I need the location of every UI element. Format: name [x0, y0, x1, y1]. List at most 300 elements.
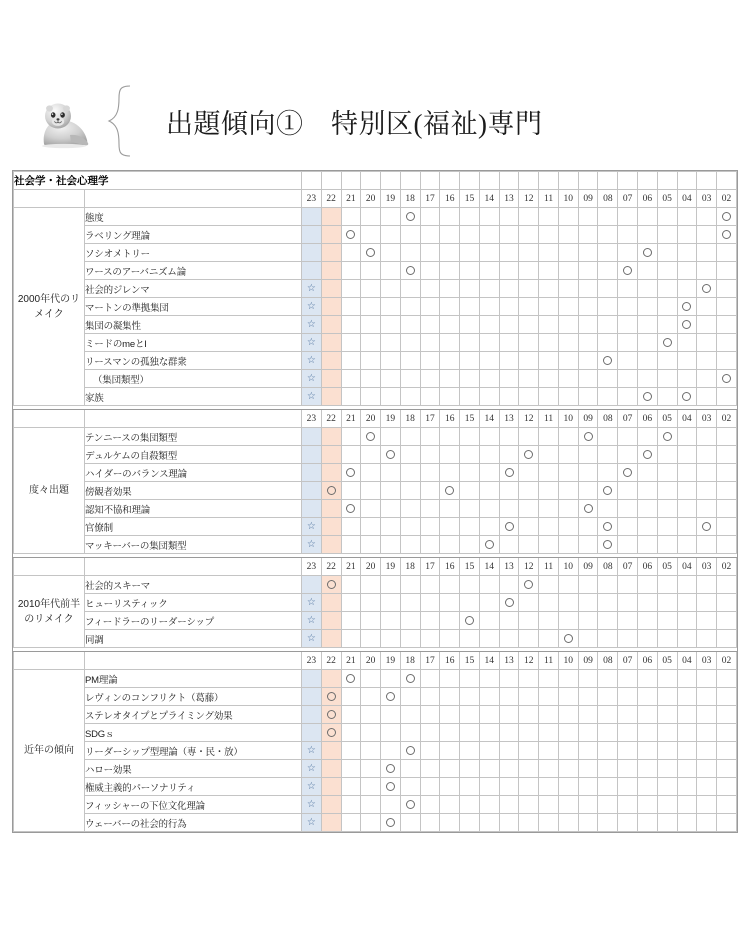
mark-cell-22[interactable]: [321, 464, 341, 482]
mark-cell-04[interactable]: [677, 796, 697, 814]
mark-cell-04[interactable]: [677, 688, 697, 706]
mark-cell-05[interactable]: [657, 370, 677, 388]
mark-cell-21[interactable]: [341, 612, 361, 630]
mark-cell-19[interactable]: [381, 370, 401, 388]
mark-cell-13[interactable]: [499, 208, 519, 226]
mark-cell-06[interactable]: [637, 316, 657, 334]
mark-cell-09[interactable]: [578, 428, 598, 446]
mark-cell-23[interactable]: [301, 706, 321, 724]
mark-cell-17[interactable]: [420, 370, 440, 388]
mark-cell-17[interactable]: [420, 518, 440, 536]
mark-cell-18[interactable]: [400, 778, 420, 796]
mark-cell-21[interactable]: [341, 814, 361, 832]
mark-cell-18[interactable]: [400, 576, 420, 594]
mark-cell-15[interactable]: [460, 724, 480, 742]
mark-cell-17[interactable]: [420, 778, 440, 796]
mark-cell-23[interactable]: [301, 316, 321, 334]
mark-cell-17[interactable]: [420, 428, 440, 446]
mark-cell-13[interactable]: [499, 724, 519, 742]
mark-cell-14[interactable]: [479, 724, 499, 742]
mark-cell-05[interactable]: [657, 388, 677, 406]
mark-cell-20[interactable]: [361, 298, 381, 316]
mark-cell-10[interactable]: [558, 482, 578, 500]
mark-cell-10[interactable]: [558, 298, 578, 316]
mark-cell-23[interactable]: [301, 688, 321, 706]
mark-cell-14[interactable]: [479, 778, 499, 796]
mark-cell-21[interactable]: [341, 464, 361, 482]
mark-cell-04[interactable]: [677, 464, 697, 482]
mark-cell-22[interactable]: [321, 796, 341, 814]
mark-cell-16[interactable]: [440, 670, 460, 688]
mark-cell-03[interactable]: [697, 688, 717, 706]
mark-cell-21[interactable]: [341, 208, 361, 226]
mark-cell-18[interactable]: [400, 262, 420, 280]
mark-cell-09[interactable]: [578, 464, 598, 482]
mark-cell-08[interactable]: [598, 352, 618, 370]
mark-cell-04[interactable]: [677, 262, 697, 280]
mark-cell-20[interactable]: [361, 778, 381, 796]
mark-cell-15[interactable]: [460, 612, 480, 630]
mark-cell-14[interactable]: [479, 760, 499, 778]
mark-cell-22[interactable]: [321, 594, 341, 612]
mark-cell-15[interactable]: [460, 670, 480, 688]
mark-cell-16[interactable]: [440, 630, 460, 648]
mark-cell-23[interactable]: [301, 334, 321, 352]
mark-cell-08[interactable]: [598, 464, 618, 482]
mark-cell-22[interactable]: [321, 316, 341, 334]
mark-cell-19[interactable]: [381, 576, 401, 594]
mark-cell-04[interactable]: [677, 428, 697, 446]
mark-cell-12[interactable]: [519, 428, 539, 446]
mark-cell-10[interactable]: [558, 778, 578, 796]
mark-cell-08[interactable]: [598, 500, 618, 518]
mark-cell-13[interactable]: [499, 706, 519, 724]
mark-cell-05[interactable]: [657, 352, 677, 370]
mark-cell-16[interactable]: [440, 464, 460, 482]
mark-cell-19[interactable]: [381, 760, 401, 778]
mark-cell-21[interactable]: [341, 428, 361, 446]
mark-cell-19[interactable]: [381, 388, 401, 406]
mark-cell-04[interactable]: [677, 208, 697, 226]
mark-cell-18[interactable]: [400, 316, 420, 334]
mark-cell-14[interactable]: [479, 226, 499, 244]
mark-cell-09[interactable]: [578, 796, 598, 814]
mark-cell-22[interactable]: [321, 334, 341, 352]
mark-cell-07[interactable]: [618, 208, 638, 226]
mark-cell-08[interactable]: [598, 446, 618, 464]
mark-cell-03[interactable]: [697, 760, 717, 778]
mark-cell-23[interactable]: [301, 742, 321, 760]
mark-cell-16[interactable]: [440, 316, 460, 334]
mark-cell-05[interactable]: [657, 778, 677, 796]
mark-cell-03[interactable]: [697, 670, 717, 688]
mark-cell-07[interactable]: [618, 298, 638, 316]
mark-cell-12[interactable]: [519, 630, 539, 648]
mark-cell-04[interactable]: [677, 244, 697, 262]
mark-cell-06[interactable]: [637, 446, 657, 464]
mark-cell-06[interactable]: [637, 280, 657, 298]
mark-cell-13[interactable]: [499, 262, 519, 280]
mark-cell-09[interactable]: [578, 500, 598, 518]
mark-cell-05[interactable]: [657, 796, 677, 814]
mark-cell-03[interactable]: [697, 500, 717, 518]
mark-cell-13[interactable]: [499, 244, 519, 262]
mark-cell-08[interactable]: [598, 706, 618, 724]
mark-cell-07[interactable]: [618, 536, 638, 554]
mark-cell-19[interactable]: [381, 334, 401, 352]
mark-cell-03[interactable]: [697, 298, 717, 316]
mark-cell-10[interactable]: [558, 352, 578, 370]
mark-cell-04[interactable]: [677, 612, 697, 630]
mark-cell-02[interactable]: [717, 724, 737, 742]
mark-cell-17[interactable]: [420, 446, 440, 464]
mark-cell-05[interactable]: [657, 518, 677, 536]
mark-cell-05[interactable]: [657, 630, 677, 648]
mark-cell-15[interactable]: [460, 446, 480, 464]
mark-cell-18[interactable]: [400, 352, 420, 370]
mark-cell-06[interactable]: [637, 244, 657, 262]
mark-cell-21[interactable]: [341, 536, 361, 554]
mark-cell-08[interactable]: [598, 388, 618, 406]
mark-cell-11[interactable]: [539, 262, 559, 280]
mark-cell-19[interactable]: [381, 594, 401, 612]
mark-cell-16[interactable]: [440, 518, 460, 536]
mark-cell-23[interactable]: [301, 778, 321, 796]
mark-cell-04[interactable]: [677, 334, 697, 352]
mark-cell-06[interactable]: [637, 352, 657, 370]
mark-cell-03[interactable]: [697, 796, 717, 814]
mark-cell-03[interactable]: [697, 334, 717, 352]
mark-cell-08[interactable]: [598, 428, 618, 446]
mark-cell-08[interactable]: [598, 536, 618, 554]
mark-cell-14[interactable]: [479, 630, 499, 648]
mark-cell-10[interactable]: [558, 576, 578, 594]
mark-cell-14[interactable]: [479, 576, 499, 594]
mark-cell-13[interactable]: [499, 688, 519, 706]
mark-cell-05[interactable]: [657, 316, 677, 334]
mark-cell-03[interactable]: [697, 208, 717, 226]
mark-cell-11[interactable]: [539, 208, 559, 226]
mark-cell-19[interactable]: [381, 536, 401, 554]
mark-cell-21[interactable]: [341, 760, 361, 778]
mark-cell-22[interactable]: [321, 688, 341, 706]
mark-cell-17[interactable]: [420, 226, 440, 244]
mark-cell-13[interactable]: [499, 482, 519, 500]
mark-cell-06[interactable]: [637, 706, 657, 724]
mark-cell-19[interactable]: [381, 316, 401, 334]
mark-cell-04[interactable]: [677, 594, 697, 612]
mark-cell-09[interactable]: [578, 778, 598, 796]
mark-cell-10[interactable]: [558, 706, 578, 724]
mark-cell-20[interactable]: [361, 208, 381, 226]
mark-cell-07[interactable]: [618, 778, 638, 796]
mark-cell-07[interactable]: [618, 352, 638, 370]
mark-cell-16[interactable]: [440, 500, 460, 518]
mark-cell-19[interactable]: [381, 796, 401, 814]
mark-cell-04[interactable]: [677, 814, 697, 832]
mark-cell-12[interactable]: [519, 814, 539, 832]
mark-cell-15[interactable]: [460, 500, 480, 518]
mark-cell-06[interactable]: [637, 226, 657, 244]
mark-cell-20[interactable]: [361, 428, 381, 446]
mark-cell-21[interactable]: [341, 334, 361, 352]
mark-cell-08[interactable]: [598, 262, 618, 280]
mark-cell-20[interactable]: [361, 464, 381, 482]
mark-cell-12[interactable]: [519, 742, 539, 760]
mark-cell-07[interactable]: [618, 814, 638, 832]
mark-cell-21[interactable]: [341, 388, 361, 406]
mark-cell-09[interactable]: [578, 594, 598, 612]
mark-cell-05[interactable]: [657, 706, 677, 724]
mark-cell-14[interactable]: [479, 370, 499, 388]
mark-cell-18[interactable]: [400, 688, 420, 706]
mark-cell-03[interactable]: [697, 612, 717, 630]
mark-cell-21[interactable]: [341, 244, 361, 262]
mark-cell-22[interactable]: [321, 778, 341, 796]
mark-cell-12[interactable]: [519, 760, 539, 778]
mark-cell-07[interactable]: [618, 464, 638, 482]
mark-cell-16[interactable]: [440, 226, 460, 244]
mark-cell-19[interactable]: [381, 464, 401, 482]
mark-cell-19[interactable]: [381, 298, 401, 316]
mark-cell-23[interactable]: [301, 208, 321, 226]
mark-cell-19[interactable]: [381, 208, 401, 226]
mark-cell-15[interactable]: [460, 688, 480, 706]
mark-cell-17[interactable]: [420, 630, 440, 648]
mark-cell-22[interactable]: [321, 262, 341, 280]
mark-cell-23[interactable]: [301, 576, 321, 594]
mark-cell-03[interactable]: [697, 630, 717, 648]
mark-cell-21[interactable]: [341, 594, 361, 612]
mark-cell-16[interactable]: [440, 724, 460, 742]
mark-cell-02[interactable]: [717, 280, 737, 298]
mark-cell-15[interactable]: [460, 334, 480, 352]
mark-cell-17[interactable]: [420, 594, 440, 612]
mark-cell-04[interactable]: [677, 446, 697, 464]
mark-cell-05[interactable]: [657, 482, 677, 500]
mark-cell-13[interactable]: [499, 612, 519, 630]
mark-cell-08[interactable]: [598, 482, 618, 500]
mark-cell-14[interactable]: [479, 482, 499, 500]
mark-cell-11[interactable]: [539, 298, 559, 316]
mark-cell-16[interactable]: [440, 334, 460, 352]
mark-cell-17[interactable]: [420, 814, 440, 832]
mark-cell-14[interactable]: [479, 688, 499, 706]
mark-cell-20[interactable]: [361, 630, 381, 648]
mark-cell-10[interactable]: [558, 760, 578, 778]
mark-cell-23[interactable]: [301, 262, 321, 280]
mark-cell-22[interactable]: [321, 298, 341, 316]
mark-cell-06[interactable]: [637, 370, 657, 388]
mark-cell-08[interactable]: [598, 742, 618, 760]
mark-cell-15[interactable]: [460, 594, 480, 612]
mark-cell-22[interactable]: [321, 482, 341, 500]
mark-cell-05[interactable]: [657, 244, 677, 262]
mark-cell-23[interactable]: [301, 630, 321, 648]
mark-cell-11[interactable]: [539, 612, 559, 630]
mark-cell-02[interactable]: [717, 760, 737, 778]
mark-cell-02[interactable]: [717, 370, 737, 388]
mark-cell-10[interactable]: [558, 630, 578, 648]
mark-cell-14[interactable]: [479, 280, 499, 298]
mark-cell-17[interactable]: [420, 280, 440, 298]
mark-cell-18[interactable]: [400, 814, 420, 832]
mark-cell-14[interactable]: [479, 262, 499, 280]
mark-cell-06[interactable]: [637, 594, 657, 612]
mark-cell-18[interactable]: [400, 724, 420, 742]
mark-cell-04[interactable]: [677, 630, 697, 648]
mark-cell-21[interactable]: [341, 226, 361, 244]
mark-cell-03[interactable]: [697, 244, 717, 262]
mark-cell-09[interactable]: [578, 316, 598, 334]
mark-cell-08[interactable]: [598, 724, 618, 742]
mark-cell-12[interactable]: [519, 500, 539, 518]
mark-cell-23[interactable]: [301, 796, 321, 814]
mark-cell-06[interactable]: [637, 388, 657, 406]
mark-cell-23[interactable]: [301, 482, 321, 500]
mark-cell-09[interactable]: [578, 742, 598, 760]
mark-cell-16[interactable]: [440, 244, 460, 262]
mark-cell-20[interactable]: [361, 724, 381, 742]
mark-cell-14[interactable]: [479, 388, 499, 406]
mark-cell-20[interactable]: [361, 594, 381, 612]
mark-cell-19[interactable]: [381, 706, 401, 724]
mark-cell-14[interactable]: [479, 706, 499, 724]
mark-cell-12[interactable]: [519, 706, 539, 724]
mark-cell-22[interactable]: [321, 536, 341, 554]
mark-cell-08[interactable]: [598, 576, 618, 594]
mark-cell-16[interactable]: [440, 208, 460, 226]
mark-cell-08[interactable]: [598, 688, 618, 706]
mark-cell-06[interactable]: [637, 612, 657, 630]
mark-cell-11[interactable]: [539, 778, 559, 796]
mark-cell-05[interactable]: [657, 500, 677, 518]
mark-cell-02[interactable]: [717, 594, 737, 612]
mark-cell-08[interactable]: [598, 226, 618, 244]
mark-cell-07[interactable]: [618, 244, 638, 262]
mark-cell-23[interactable]: [301, 370, 321, 388]
mark-cell-15[interactable]: [460, 778, 480, 796]
mark-cell-07[interactable]: [618, 760, 638, 778]
mark-cell-15[interactable]: [460, 464, 480, 482]
mark-cell-06[interactable]: [637, 778, 657, 796]
mark-cell-18[interactable]: [400, 226, 420, 244]
mark-cell-16[interactable]: [440, 612, 460, 630]
mark-cell-12[interactable]: [519, 612, 539, 630]
mark-cell-17[interactable]: [420, 388, 440, 406]
mark-cell-03[interactable]: [697, 280, 717, 298]
mark-cell-04[interactable]: [677, 576, 697, 594]
mark-cell-22[interactable]: [321, 388, 341, 406]
mark-cell-16[interactable]: [440, 446, 460, 464]
mark-cell-05[interactable]: [657, 226, 677, 244]
mark-cell-19[interactable]: [381, 778, 401, 796]
mark-cell-09[interactable]: [578, 612, 598, 630]
mark-cell-05[interactable]: [657, 814, 677, 832]
mark-cell-22[interactable]: [321, 612, 341, 630]
mark-cell-15[interactable]: [460, 370, 480, 388]
mark-cell-05[interactable]: [657, 742, 677, 760]
mark-cell-23[interactable]: [301, 446, 321, 464]
mark-cell-07[interactable]: [618, 388, 638, 406]
mark-cell-16[interactable]: [440, 352, 460, 370]
mark-cell-17[interactable]: [420, 536, 440, 554]
mark-cell-04[interactable]: [677, 518, 697, 536]
mark-cell-16[interactable]: [440, 576, 460, 594]
mark-cell-02[interactable]: [717, 536, 737, 554]
mark-cell-13[interactable]: [499, 742, 519, 760]
mark-cell-07[interactable]: [618, 670, 638, 688]
mark-cell-02[interactable]: [717, 334, 737, 352]
mark-cell-17[interactable]: [420, 352, 440, 370]
mark-cell-05[interactable]: [657, 612, 677, 630]
mark-cell-17[interactable]: [420, 796, 440, 814]
mark-cell-20[interactable]: [361, 706, 381, 724]
mark-cell-09[interactable]: [578, 388, 598, 406]
mark-cell-04[interactable]: [677, 388, 697, 406]
mark-cell-13[interactable]: [499, 464, 519, 482]
mark-cell-23[interactable]: [301, 612, 321, 630]
mark-cell-13[interactable]: [499, 576, 519, 594]
mark-cell-10[interactable]: [558, 464, 578, 482]
mark-cell-20[interactable]: [361, 688, 381, 706]
mark-cell-10[interactable]: [558, 518, 578, 536]
mark-cell-05[interactable]: [657, 576, 677, 594]
mark-cell-14[interactable]: [479, 352, 499, 370]
mark-cell-02[interactable]: [717, 500, 737, 518]
mark-cell-09[interactable]: [578, 706, 598, 724]
mark-cell-13[interactable]: [499, 352, 519, 370]
mark-cell-14[interactable]: [479, 594, 499, 612]
mark-cell-12[interactable]: [519, 724, 539, 742]
mark-cell-02[interactable]: [717, 446, 737, 464]
mark-cell-12[interactable]: [519, 280, 539, 298]
mark-cell-05[interactable]: [657, 334, 677, 352]
mark-cell-03[interactable]: [697, 370, 717, 388]
mark-cell-17[interactable]: [420, 576, 440, 594]
mark-cell-11[interactable]: [539, 742, 559, 760]
mark-cell-14[interactable]: [479, 612, 499, 630]
mark-cell-07[interactable]: [618, 796, 638, 814]
mark-cell-17[interactable]: [420, 724, 440, 742]
mark-cell-21[interactable]: [341, 316, 361, 334]
mark-cell-16[interactable]: [440, 262, 460, 280]
mark-cell-08[interactable]: [598, 298, 618, 316]
mark-cell-20[interactable]: [361, 814, 381, 832]
mark-cell-17[interactable]: [420, 334, 440, 352]
mark-cell-19[interactable]: [381, 724, 401, 742]
mark-cell-15[interactable]: [460, 226, 480, 244]
mark-cell-18[interactable]: [400, 796, 420, 814]
mark-cell-23[interactable]: [301, 594, 321, 612]
mark-cell-03[interactable]: [697, 446, 717, 464]
mark-cell-06[interactable]: [637, 742, 657, 760]
mark-cell-09[interactable]: [578, 630, 598, 648]
mark-cell-02[interactable]: [717, 388, 737, 406]
mark-cell-11[interactable]: [539, 594, 559, 612]
mark-cell-18[interactable]: [400, 446, 420, 464]
mark-cell-05[interactable]: [657, 446, 677, 464]
mark-cell-09[interactable]: [578, 226, 598, 244]
mark-cell-19[interactable]: [381, 500, 401, 518]
mark-cell-11[interactable]: [539, 280, 559, 298]
mark-cell-17[interactable]: [420, 742, 440, 760]
mark-cell-09[interactable]: [578, 688, 598, 706]
mark-cell-13[interactable]: [499, 334, 519, 352]
mark-cell-02[interactable]: [717, 482, 737, 500]
mark-cell-09[interactable]: [578, 536, 598, 554]
mark-cell-03[interactable]: [697, 778, 717, 796]
